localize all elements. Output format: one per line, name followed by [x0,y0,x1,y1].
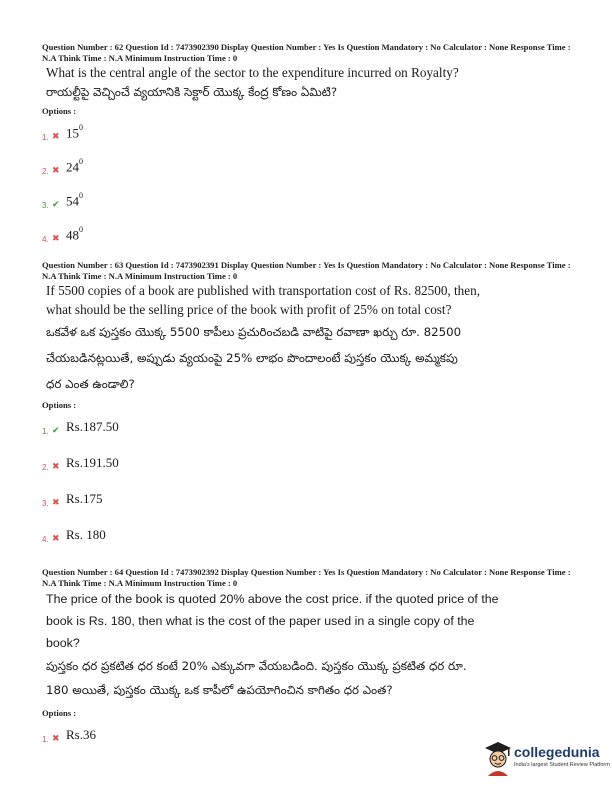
wrong-mark-icon: ✖ [52,498,60,508]
option-4[interactable]: 4. ✖ $48^0$ [42,224,83,244]
question-stem-te-line-1: పుస్తకం ధర ప్రకటిత ధర కంటే 20% ఎక్కువగా వేయబడింది. పుస్తకం యొక్క ప్రకటిత ధర రూ. [46,659,467,673]
correct-mark-icon: ✔ [52,426,60,436]
brand-tagline: India's largest Student Review Platform [514,762,610,768]
question-stem-en-line-2: what should be the selling price of the book with profit of 25% on total cost? [46,302,452,317]
question-62 [42,42,572,248]
question-stem-te-line-2: 180 అయితే, పుస్తకం యొక్క ఒక కాపీలో ఉపయోగించిన కాగితం ధర ఎంత? [46,683,393,697]
question-meta: Question Number : 63 Question Id : 7473902391 Display Question Number : Yes Is Question Mandatory : No Calculator : None Response Time : N.A Think Time : N.A Minimum Instruction Time : 0 [42,260,571,281]
question-stem-te: రాయల్టీపై వెచ్చించే వ్యయానికి సెక్టార్ యొక్క కేంద్ర కోణం ఏమిటి? [46,85,338,99]
question-stem-te-line-2: చేయబడినట్లయితే, అప్పుడు వ్యయంపై 25% లాభం పొందాలంటే పుస్తకం యొక్క అమ్మకపు [46,351,458,365]
wrong-mark-icon: ✖ [52,234,60,244]
correct-mark-icon: ✔ [52,200,60,210]
collegedunia-logo [484,740,610,780]
question-63 [42,260,572,548]
question-stem-en: What is the central angle of the sector to the expenditure incurred on Royalty? [46,65,459,80]
option-3[interactable]: 3. ✔ $54^0$ [42,190,83,210]
question-meta: Question Number : 62 Question Id : 7473902390 Display Question Number : Yes Is Question Mandatory : No Calculator : None Response Time : N.A Think Time : N.A Minimum Instruction Time : 0 [42,42,571,63]
option-3[interactable]: 3. ✖ Rs.175 [42,491,103,508]
wrong-mark-icon: ✖ [52,534,60,544]
question-stem-en-line-2: book is Rs. 180, then what is the cost of the paper used in a single copy of the [46,614,475,628]
option-1[interactable]: 1. ✖ Rs.36 [42,727,96,744]
question-stem-en-line-3: book? [46,636,80,650]
wrong-mark-icon: ✖ [52,462,60,472]
options-label: Options : [42,106,77,116]
question-stem-en-line-1: The price of the book is quoted 20% above the cost price. if the quoted price of the [46,592,499,606]
option-4[interactable]: 4. ✖ Rs. 180 [42,527,106,544]
brand-name: collegedunia [514,744,600,760]
question-64 [42,567,572,748]
wrong-mark-icon: ✖ [52,734,60,744]
wrong-mark-icon: ✖ [52,166,60,176]
question-stem-en-line-1: If 5500 copies of a book are published with transportation cost of Rs. 82500, then, [46,283,481,298]
question-stem-te-line-1: ఒకవేళ ఒక పుస్తకం యొక్క 5500 కాపీలు ప్రచురించబడి వాటిపై రవాణా ఖర్చు రూ. 82500 [46,325,462,339]
question-stem-te-line-3: ధర ఎంత ఉండాలి? [46,377,135,391]
option-2[interactable]: 2. ✖ $24^0$ [42,156,83,176]
student-avatar-icon [484,740,512,776]
option-1[interactable]: 1. ✔ Rs.187.50 [42,419,119,436]
options-label: Options : [42,400,77,410]
question-meta: Question Number : 64 Question Id : 7473902392 Display Question Number : Yes Is Question Mandatory : No Calculator : None Response Time : N.A Think Time : N.A Minimum Instruction Time : 0 [42,567,571,588]
wrong-mark-icon: ✖ [52,132,60,142]
option-1[interactable]: 1. ✖ $15^0$ [42,122,83,142]
option-2[interactable]: 2. ✖ Rs.191.50 [42,455,119,472]
options-label: Options : [42,708,77,718]
